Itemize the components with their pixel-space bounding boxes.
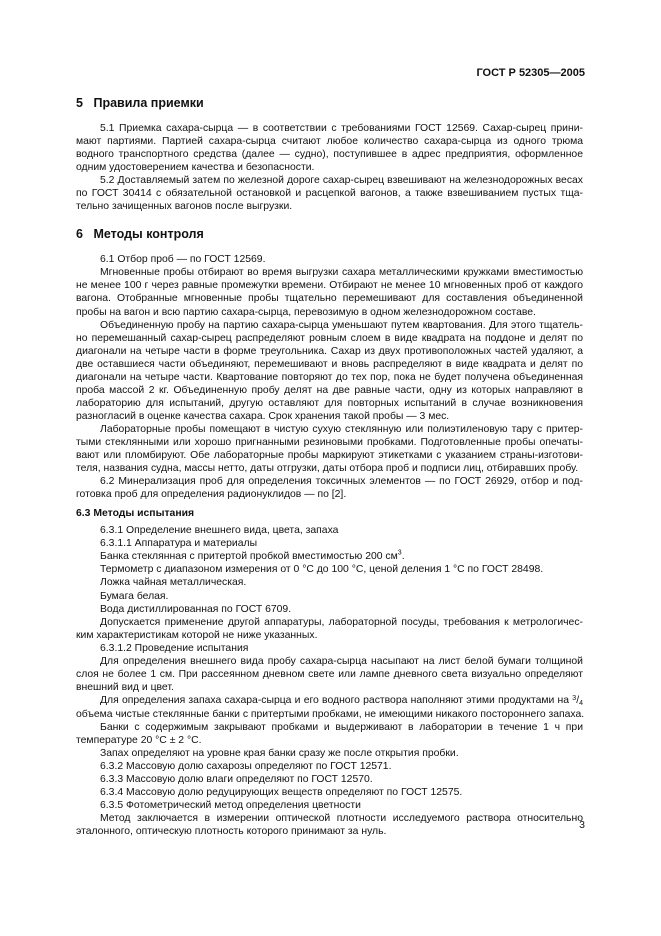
section-5-heading	[76, 96, 583, 111]
smell-line-1: Для определения запаха сахара-сырца и его водного раствора наполняют этими продуктами на $^3$/4	[100, 694, 583, 707]
text-line: пробы на вагон и всю партию сахара-сырца, перевозимую в одном железнодорожном составе.	[76, 306, 536, 318]
text-line: тыми стеклянными или хорошо пригнанными резиновыми пробками. Подготовленные пробы опечаты-	[76, 436, 583, 448]
page-number: 3	[579, 819, 585, 831]
paragraph-visual-test	[76, 655, 583, 694]
text-line: Объединенную пробу на партию сахара-сырца уменьшают путем квартования. Для этого тщатель-	[100, 319, 583, 331]
item-paper: Бумага белая.	[100, 590, 169, 602]
text-line: теля, названия судна, массы нетто, даты отгрузки, даты отбора проб и подписи лиц, отбиравших пробу.	[76, 463, 579, 475]
paragraph-6-1-instant-samples	[76, 266, 583, 318]
item-6-3-1-1: 6.3.1.1 Аппаратура и материалы	[100, 538, 258, 550]
text-line: внешний вид и цвет.	[76, 681, 174, 693]
item-6-3-5: 6.3.5 Фотометрический метод определения цветности	[100, 800, 361, 812]
subsection-6-3-heading: 6.3 Методы испытания	[76, 508, 195, 520]
item-6-3-4: 6.3.4 Массовую долю редуцирующих веществ определяют по ГОСТ 12575.	[100, 787, 463, 799]
item-jar	[76, 550, 583, 563]
text-line: одним удостоверением качества и безопасности.	[76, 162, 315, 174]
text-line: Банки с содержимым закрывают пробками и выдерживают в лаборатории в течение 1 ч при	[100, 721, 583, 733]
paragraph-allowance	[76, 616, 583, 642]
smell-line-2: объема чистые стеклянные банки с притертыми пробками, не имеющими никакого постороннего запаха.	[76, 708, 585, 720]
text-line: Мгновенные пробы отбирают во время выгрузки сахара металлическими кружками вместимостью	[100, 267, 583, 279]
text-line: разногласий в оценке качества сахара. Срок хранения такой пробы — 3 мес.	[76, 410, 450, 422]
text-line: Для определения внешнего вида пробу сахара-сырца насыпают на лист белой бумаги толщиной	[100, 655, 583, 667]
text-line: диагонали на четыре части. Квартование повторяют до тех пор, пока не будет получена объединенная	[76, 371, 583, 383]
text-line: ким характеристикам которой не ниже указанных.	[76, 629, 318, 641]
text-line: 5.2 Доставляемый затем по железной дороге сахар-сырец взвешивают на железнодорожных весах	[100, 175, 583, 187]
text-line: лабораторию для испытаний, другую оставляют для повторных испытаний в случае возникновения	[76, 397, 583, 409]
item-6-3-1: 6.3.1 Определение внешнего вида, цвета, запаха	[100, 525, 339, 537]
paragraph-jars	[76, 721, 583, 747]
text-line: вают или пломбируют. Обе лабораторные пробы маркируют этикетками с указанием страны-изготови-	[76, 450, 583, 462]
paragraph-5-2	[76, 174, 583, 213]
text-line: тельно зачищенных вагонов после выгрузки.	[76, 201, 293, 213]
smell-text-1: Для определения запаха сахара-сырца и его водного раствора наполняют этими продуктами на	[100, 694, 573, 706]
document-body	[76, 96, 583, 838]
item-6-3-3: 6.3.3 Массовую долю влаги определяют по ГОСТ 12570.	[100, 774, 373, 786]
fraction-denominator: 4	[579, 699, 583, 707]
text-line: готовка проб для определения радионуклидов — по [2].	[76, 489, 347, 501]
fraction-numerator: 3	[572, 694, 577, 702]
paragraph-method	[76, 812, 583, 838]
text-line: Лабораторные пробы помещают в чистую сухую стеклянную или полиэтиленовую тару с притер-	[100, 423, 583, 435]
paragraph-6-1-quartering	[76, 319, 583, 423]
section-5-number: 5	[76, 96, 83, 110]
document-header: ГОСТ Р 52305—2005	[476, 67, 585, 79]
jar-end: .	[401, 551, 405, 563]
section-5-title: Правила приемки	[93, 96, 204, 110]
jar-superscript: 3	[397, 549, 402, 557]
text-line: Метод заключается в измерении оптической плотности исследуемого раствора относительно	[100, 813, 583, 825]
paragraph-6-1-lab-samples	[76, 423, 583, 475]
section-6-heading	[76, 227, 583, 242]
text-line: две оставшиеся части объединяют, перемешивают и вновь распределяют в виде квадрата и делят по	[76, 358, 583, 370]
text-line: 6.1 Отбор проб — по ГОСТ 12569.	[100, 254, 266, 266]
paragraph-6-2	[76, 475, 583, 501]
text-line: 6.2 Минерализация проб для определения токсичных элементов — по ГОСТ 26929, отбор и под-	[100, 476, 583, 488]
text-line: диагонали на четыре части в форме треугольника. Сахар из двух противоположных частей удаляют, а	[76, 345, 583, 357]
text-line: температуре 20 °С ± 2 °С.	[76, 735, 202, 747]
jar-text: Банка стеклянная с притертой пробкой вместимостью 200 см	[100, 551, 398, 563]
text-line: эталонного, оптическую плотность которого принимают за нуль.	[76, 826, 387, 838]
text-line: но перемешанный сахар-сырец распределяют ровным слоем в виде квадрата на поддоне и делят по	[76, 332, 583, 344]
item-water: Вода дистиллированная по ГОСТ 6709.	[100, 603, 292, 615]
paragraph-5-1	[76, 122, 583, 174]
text-line: вагона. Отобранные мгновенные пробы тщательно перемешивают для составления объединенной	[76, 293, 583, 305]
paragraph-6-1	[76, 253, 583, 266]
text-line: проба массой 2 кг. Объединенную пробу делят на две равные части, одну из которых направляют в	[76, 384, 583, 396]
section-6-title: Методы контроля	[93, 227, 204, 242]
item-6-3-1-2: 6.3.1.2 Проведение испытания	[100, 642, 249, 654]
text-line: слоя не более 1 см. При рассеянном дневном свете или лампе дневного света визуально определяют	[76, 668, 583, 680]
text-line: по ГОСТ 30414 с обязательной остановкой и расцепкой вагонов, а также взвешиванием пустых тща-	[76, 188, 583, 200]
text-line: Допускается применение другой аппаратуры, лабораторной посуды, требования к метрологичес-	[100, 616, 583, 628]
item-thermometer: Термометр с диапазоном измерения от 0 °С до 100 °С, ценой деления 1 °С по ГОСТ 28498.	[100, 564, 544, 576]
text-line: водного транспортного средства (далее — судно), поступившее в адрес предприятия, оформленное	[76, 149, 583, 161]
item-spoon: Ложка чайная металлическая.	[100, 577, 247, 589]
item-6-3-2: 6.3.2 Массовую долю сахарозы определяют по ГОСТ 12571.	[100, 761, 392, 773]
text-line: мают партиями. Партией сахара-сырца считают любое количество сахара-сырца из одного трюма	[76, 136, 583, 148]
text-line: не менее 100 г через равные промежутки времени. Отбирают не менее 10 мгновенных проб от каждого	[76, 280, 583, 292]
item-smell-level: Запах определяют на уровне края банки сразу же после открытия пробки.	[100, 748, 459, 760]
text-line: 5.1 Приемка сахара-сырца — в соответствии с требованиями ГОСТ 12569. Сахар-сырец прини-	[100, 123, 583, 134]
section-6-number: 6	[76, 227, 83, 242]
